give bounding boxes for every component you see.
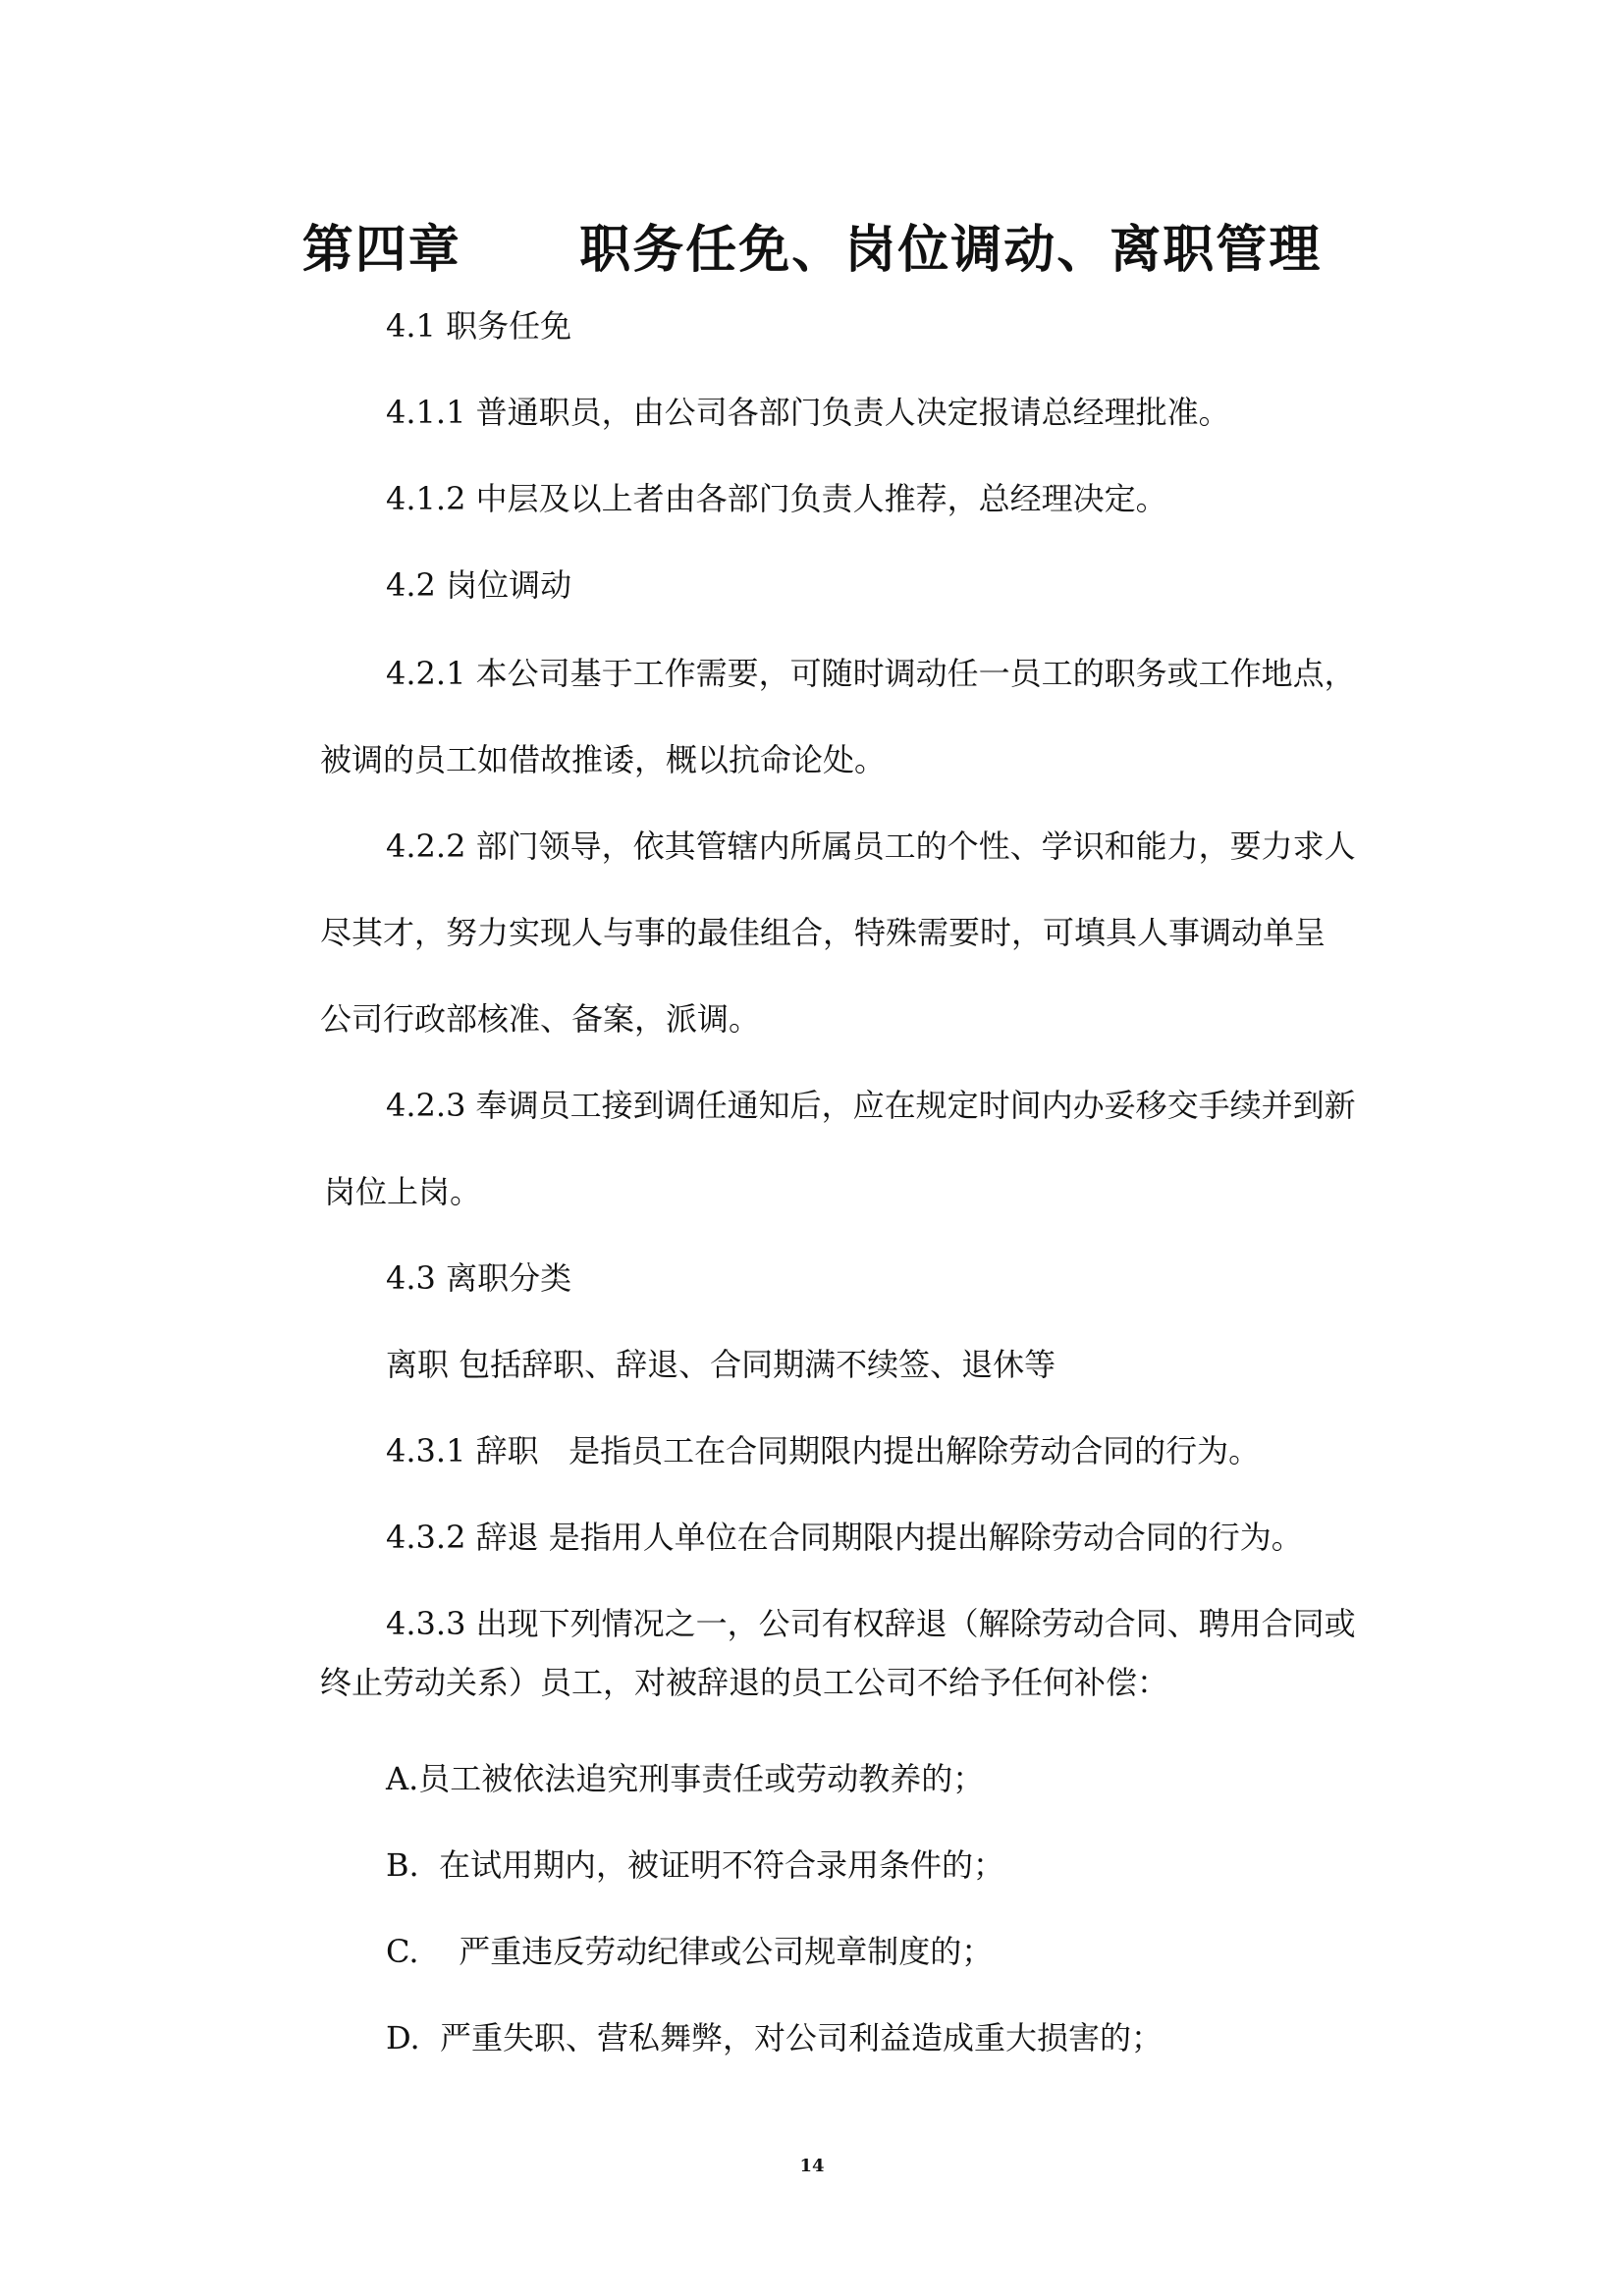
paragraph-line: 尽其才，努力实现人与事的最佳组合，特殊需要时，可填具人事调动单呈 [320,914,1326,951]
paragraph-line: 离职 包括辞职、辞退、合同期满不续签、退休等 [386,1346,1056,1383]
section-heading: 4.1 职务任免 [386,307,572,345]
paragraph-line: 被调的员工如借故推诿，概以抗命论处。 [320,741,887,778]
paragraph-line: 公司行政部核准、备案，派调。 [320,1000,761,1038]
section-heading: 4.2 岗位调动 [386,566,572,604]
page-number: 14 [799,2156,825,2176]
paragraph-line: 4.3.2 辞退 是指用人单位在合同期限内提出解除劳动合同的行为。 [386,1519,1303,1556]
list-item: B. 在试用期内，被证明不符合录用条件的； [386,1846,1005,1884]
paragraph-line: 4.1.1 普通职员，由公司各部门负责人决定报请总经理批准。 [386,394,1230,431]
paragraph-line: 4.2.1 本公司基于工作需要，可随时调动任一员工的职务或工作地点， [386,655,1356,692]
paragraph-line: 4.2.3 奉调员工接到调任通知后，应在规定时间内办妥移交手续并到新 [386,1087,1356,1124]
paragraph-line: 4.2.2 部门领导，依其管辖内所属员工的个性、学识和能力，要力求人 [386,828,1356,865]
paragraph-line: 4.1.2 中层及以上者由各部门负责人推荐，总经理决定。 [386,480,1167,517]
list-item: A.员工被依法追究刑事责任或劳动教养的； [386,1760,985,1797]
paragraph-line: 终止劳动关系）员工，对被辞退的员工公司不给予任何补偿： [320,1664,1169,1701]
list-item: C. 严重违反劳动纪律或公司规章制度的； [386,1933,994,1970]
paragraph-line: 4.3.1 辞职 是指员工在合同期限内提出解除劳动合同的行为。 [386,1432,1261,1469]
paragraph-line: 4.3.3 出现下列情况之一，公司有权辞退（解除劳动合同、聘用合同或 [386,1605,1356,1642]
section-heading: 4.3 离职分类 [386,1259,572,1297]
chapter-title: 第四章 职务任免、岗位调动、离职管理 [301,220,1323,280]
list-item: D. 严重失职、营私舞弊，对公司利益造成重大损害的； [386,2019,1164,2056]
paragraph-line: 岗位上岗。 [324,1173,482,1210]
